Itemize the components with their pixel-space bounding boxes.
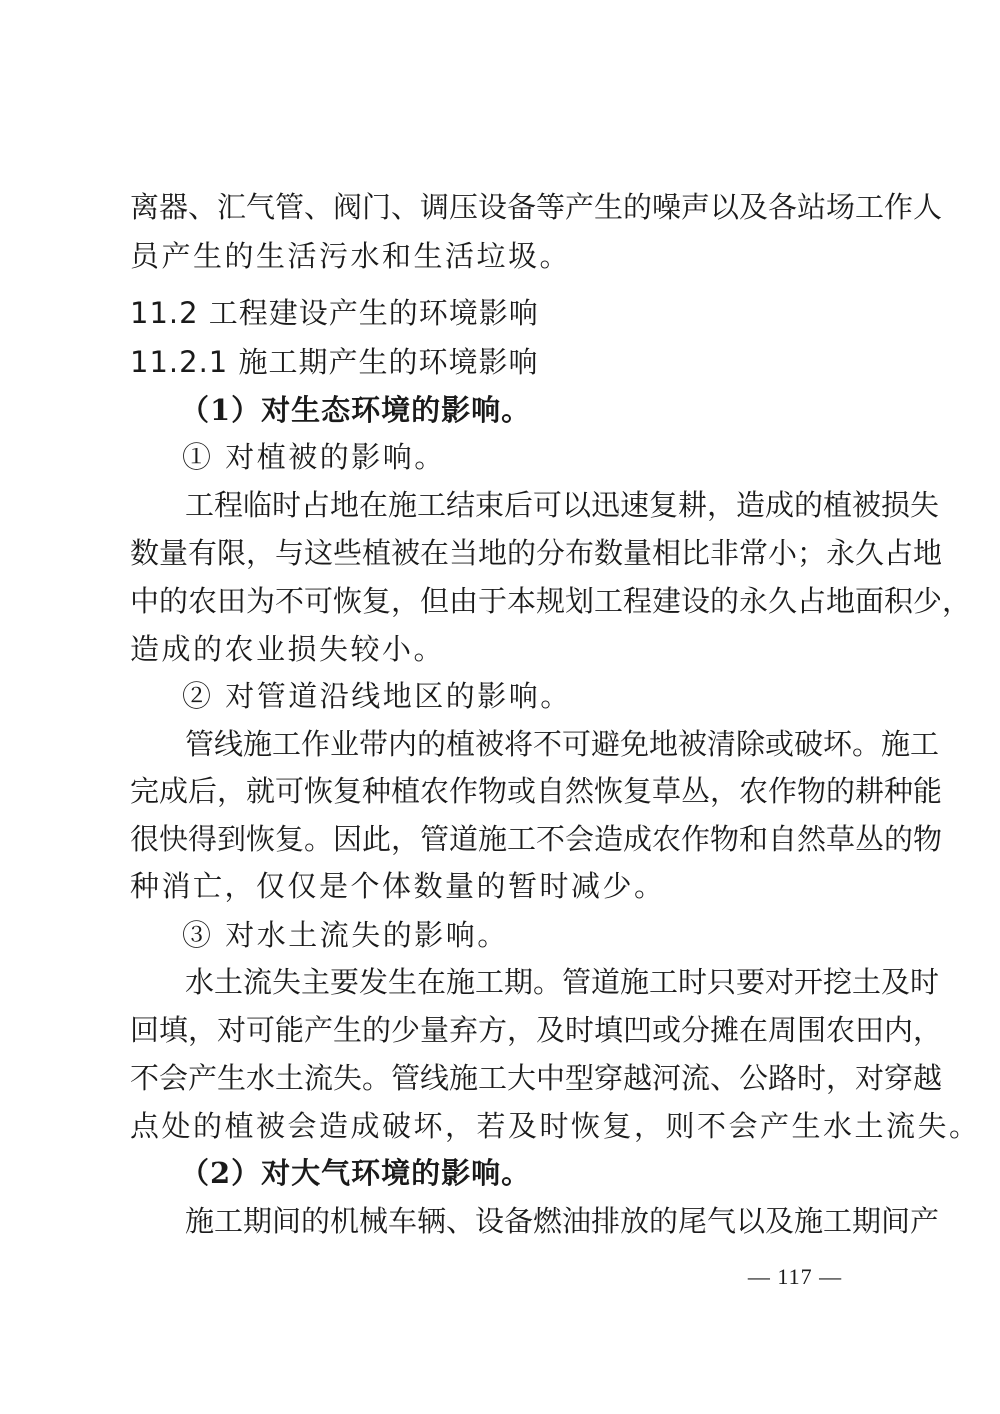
body-line: 离器、汇气管、阀门、调压设备等产生的噪声以及各站场工作人 <box>130 190 943 224</box>
sub-item-heading: ② 对管道沿线地区的影响。 <box>182 679 572 713</box>
body-line: 水土流失主要发生在施工期。管道施工时只要对开挖土及时 <box>185 965 940 999</box>
body-line: 中的农田为不可恢复，但由于本规划工程建设的永久占地面积少， <box>130 584 972 618</box>
body-line: 数量有限，与这些植被在当地的分布数量相比非常小；永久占地 <box>130 536 943 570</box>
body-line: 员产生的生活污水和生活垃圾。 <box>130 239 572 273</box>
item-heading: （1）对生态环境的影响。 <box>180 393 532 427</box>
body-line: 种消亡，仅仅是个体数量的暂时减少。 <box>130 869 666 903</box>
body-line: 不会产生水土流失。管线施工大中型穿越河流、公路时，对穿越 <box>130 1061 943 1095</box>
body-line: 造成的农业损失较小。 <box>130 632 446 666</box>
sub-item-heading: ③ 对水土流失的影响。 <box>182 918 509 952</box>
body-line: 很快得到恢复。因此，管道施工不会造成农作物和自然草丛的物 <box>130 822 943 856</box>
body-line: 点处的植被会造成破坏，若及时恢复，则不会产生水土流失。 <box>130 1109 981 1143</box>
sub-item-heading: ① 对植被的影响。 <box>182 440 446 474</box>
body-line: 工程临时占地在施工结束后可以迅速复耕，造成的植被损失 <box>185 488 940 522</box>
body-line: 施工期间的机械车辆、设备燃油排放的尾气以及施工期间产 <box>185 1204 940 1238</box>
body-line: 回填，对可能产生的少量弃方，及时填凹或分摊在周围农田内， <box>130 1013 943 1047</box>
page-number: — 117 — <box>747 1264 843 1289</box>
subsection-heading: 11.2.1 施工期产生的环境影响 <box>130 345 539 379</box>
body-line: 管线施工作业带内的植被将不可避免地被清除或破坏。施工 <box>185 727 940 761</box>
body-line: 完成后，就可恢复种植农作物或自然恢复草丛，农作物的耕种能 <box>130 774 943 808</box>
item-heading: （2）对大气环境的影响。 <box>180 1156 532 1190</box>
section-heading: 11.2 工程建设产生的环境影响 <box>130 296 539 330</box>
